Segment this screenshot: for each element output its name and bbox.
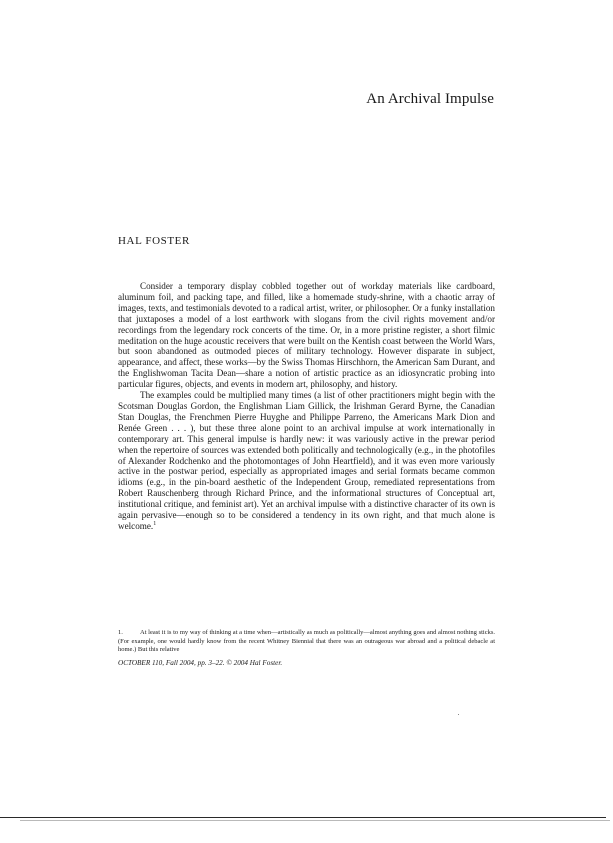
footnote bbox=[118, 629, 495, 655]
paragraph-2-text: The examples could be multiplied many times (a list of other practitioners might begin with the Scotsman Douglas Gordon, the Englishman Liam Gillick, the Irishman Gerard Byrne, the Canadian Stan Douglas, the Frenchmen Pierre Huyghe and Philippe Parreno, the Americans Mark Dion and Renée Green . . . ), but these three alone point to an archival impulse at work internationally in contemporary art. This general impulse is hardly new: it was variously active in the prewar period when the repertoire of sources was extended both politically and technologically (e.g., in the photofiles of Alexander Rodchenko and the photomontages of John Heartfield), and it was even more variously active in the postwar period, especially as appropriated images and serial formats became common idioms (e.g., in the pin-board aesthetic of the Independent Group, remediated representations from Robert Rauschenberg through Richard Prince, and the informational structures of Conceptual art, institutional critique, and feminist art). Yet an archival impulse with a distinctive character of its own is again pervasive—enough so to be considered a tendency in its own right, and that much alone is welcome. bbox=[118, 390, 495, 531]
scan-edge-line-secondary bbox=[20, 820, 610, 821]
article-title: An Archival Impulse bbox=[366, 91, 494, 107]
article-body bbox=[118, 281, 495, 532]
scan-edge-line bbox=[0, 817, 606, 818]
paragraph-1: Consider a temporary display cobbled together out of workday materials like cardboard, aluminum foil, and packing tape, and filled, like a homemade study-shrine, with a chaotic array of images, texts, and testimonials devoted to a radical artist, writer, or philosopher. Or a funky installation that juxtaposes a model of a lost earthwork with slogans from the civil rights movement and/or recordings from the legendary rock concerts of the time. Or, in a more pristine register, a short filmic meditation on the huge acoustic receivers that were built on the Kentish coast between the World Wars, but soon abandoned as outmoded pieces of military technology. However disparate in subject, appearance, and affect, these works—by the Swiss Thomas Hirschhorn, the American Sam Durant, and the Englishwoman Tacita Dean—share a notion of artistic practice as an idiosyncratic probing into particular figures, objects, and events in modern art, philosophy, and history. bbox=[118, 281, 495, 390]
author-name: HAL FOSTER bbox=[118, 235, 190, 247]
paragraph-2 bbox=[118, 390, 495, 532]
footnote-text: At least it is to my way of thinking at a time when—artistically as much as politically—almost anything goes and almost nothing sticks. (For example, one would hardly know from the recent Whitney Biennial that there was an outrageous war abroad and a political debacle at home.) But this relative bbox=[118, 629, 495, 654]
footnote-marker[interactable]: 1 bbox=[153, 520, 157, 527]
scan-speck bbox=[458, 714, 459, 715]
journal-citation: OCTOBER 110, Fall 2004, pp. 3–22. © 2004 Hal Foster. bbox=[118, 659, 283, 667]
footnote-number: 1. bbox=[118, 629, 123, 636]
